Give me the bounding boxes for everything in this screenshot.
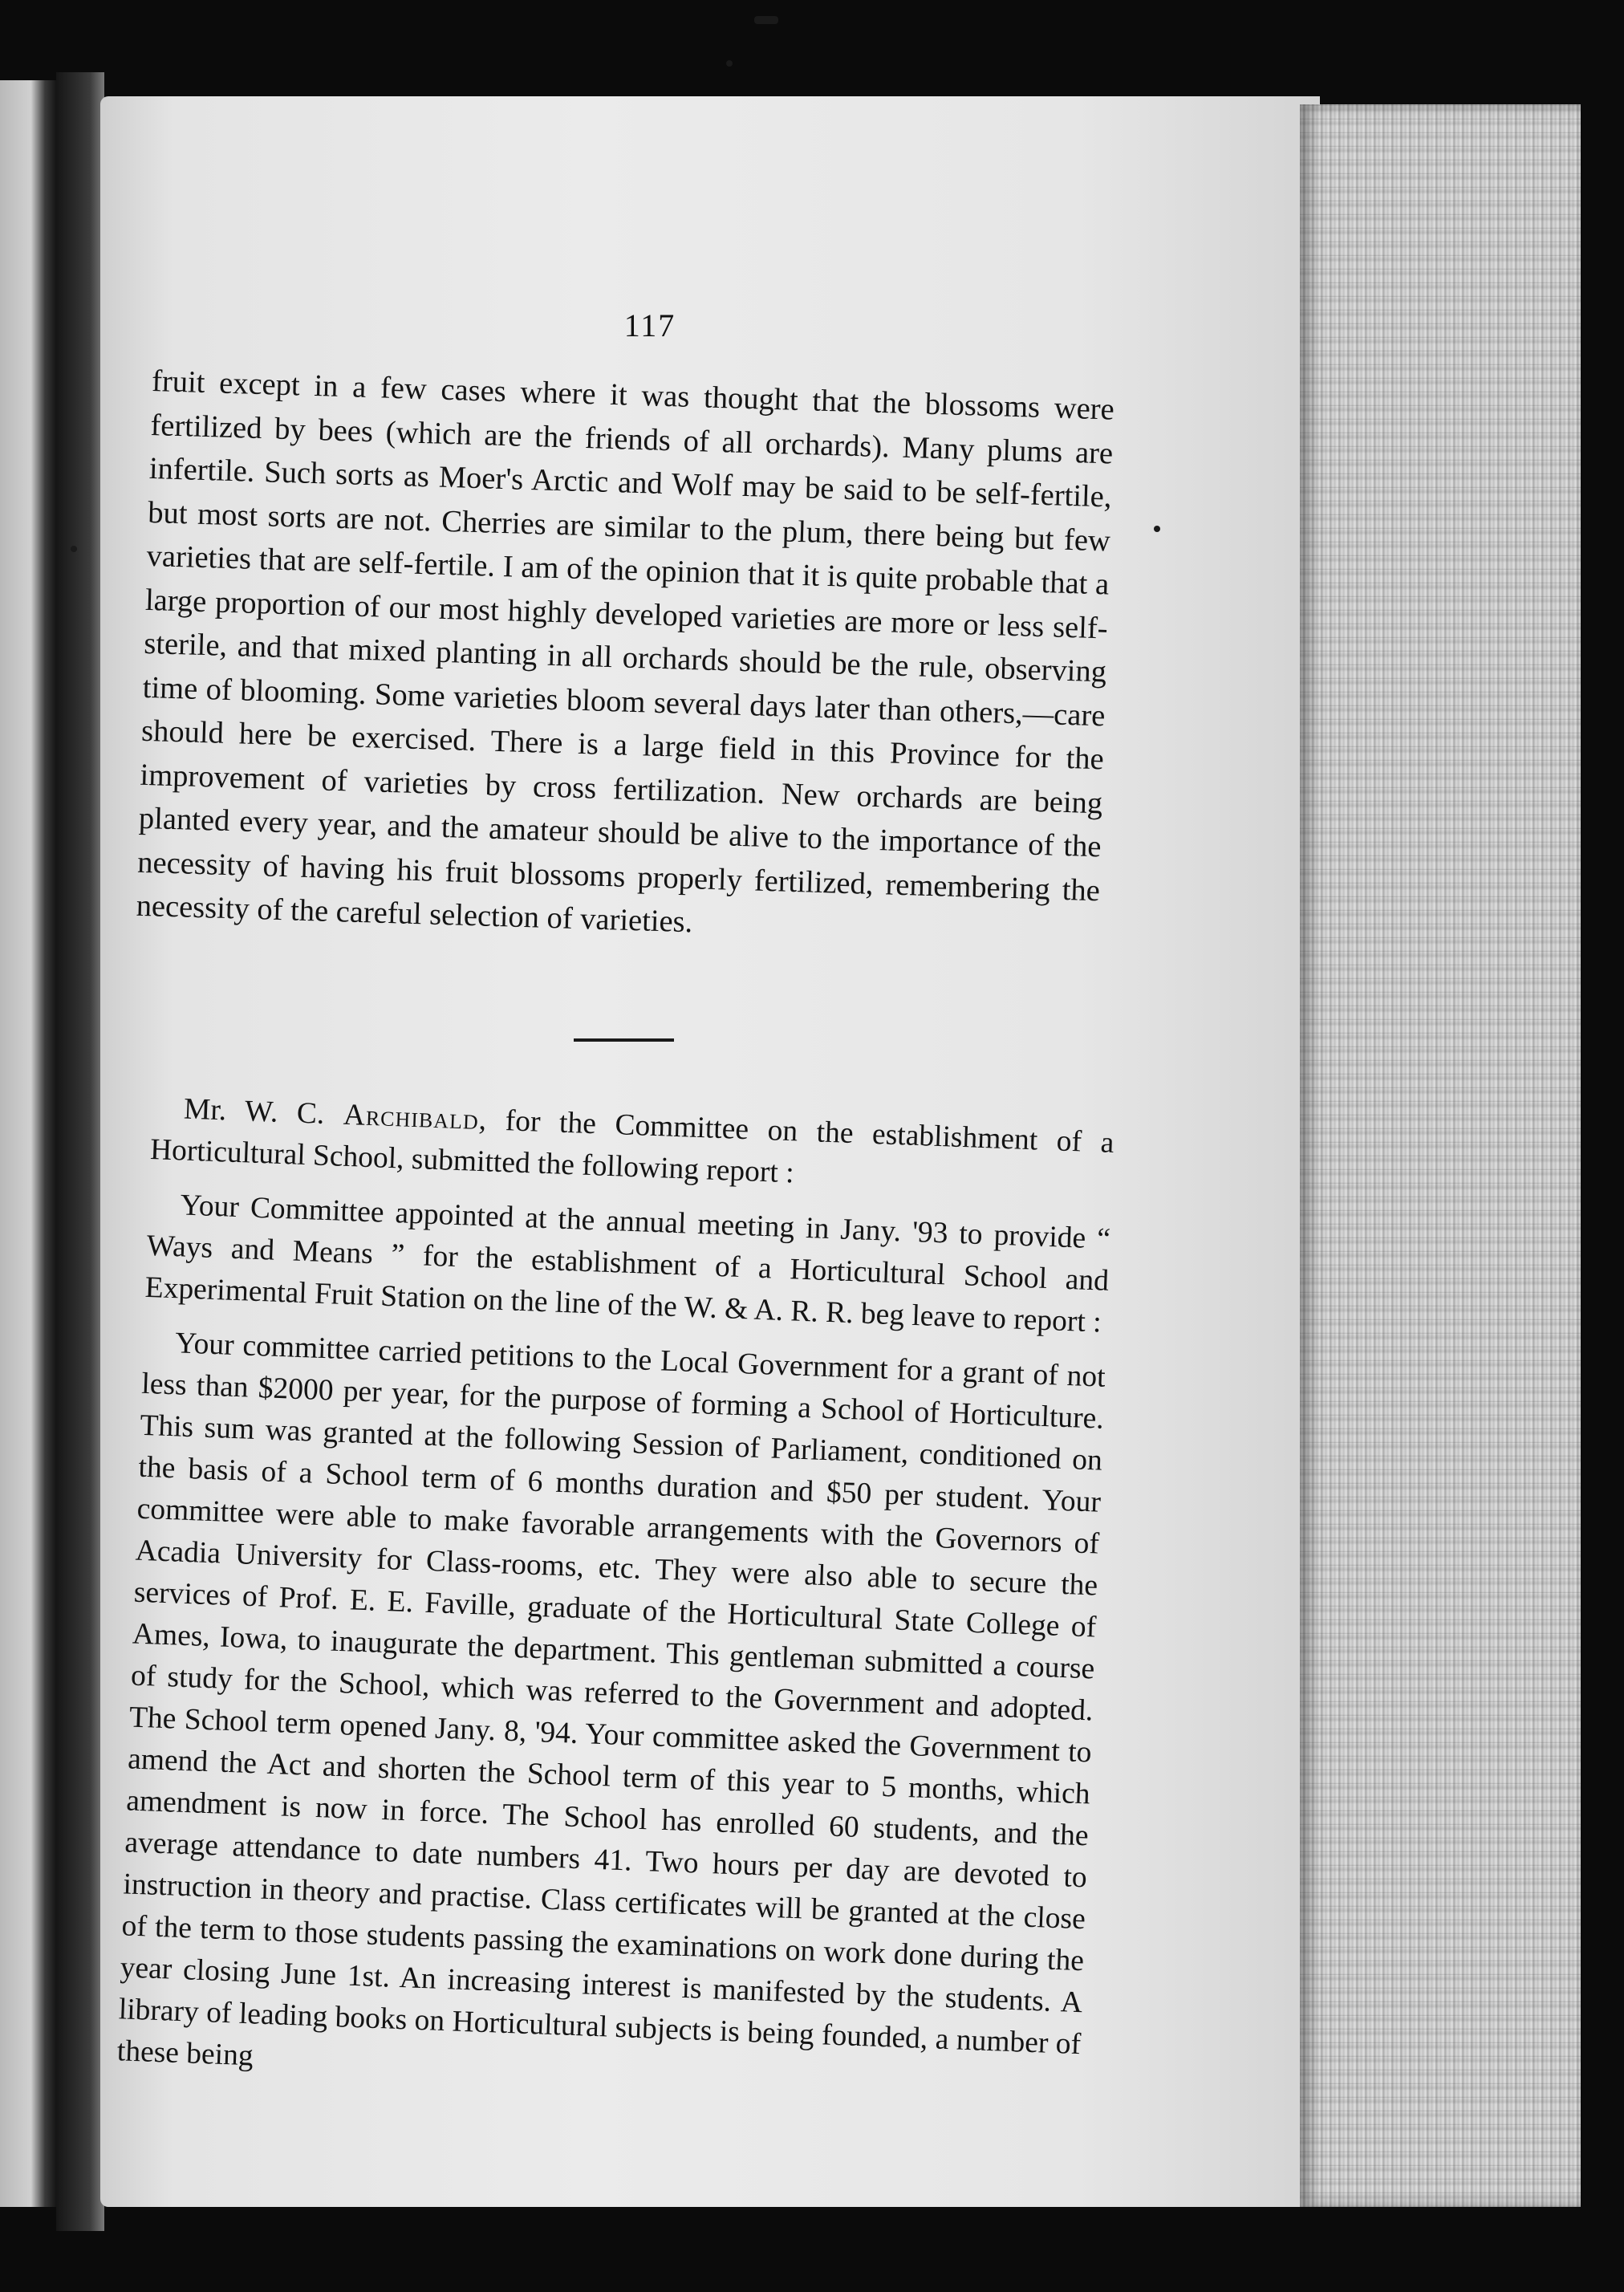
page-stack-edge: [1300, 104, 1581, 2207]
film-speck: [754, 16, 778, 24]
continued-paragraph: [136, 360, 1114, 957]
page-number: 117: [623, 307, 676, 343]
speaker-name: Archibald: [343, 1098, 480, 1136]
committee-report: [116, 1087, 1114, 2120]
intro-rest: , for the Committee on the establishment of a Horticultural School, submitted the following report :: [149, 1103, 1115, 1190]
film-speck: [1154, 526, 1160, 532]
report-paragraph-2: Your committee carried petitions to the Local Government for a grant of not less than $2000 per year, for the purpose of forming a School of Horticulture. This sum was granted at the following Session of Parliament, conditioned on the basis of a School term of 6 months duration and $50 per student. Your committee were able to make favorable arrangements with the Governors of Acadia University for Class-rooms, etc. They were also able to secure the services of Prof. E. E. Faville, graduate of the Horticultural State College of Ames, Iowa, to inaugurate the department. This gentleman submitted a course of study for the School, which was referred to the Government and adopted. The School term opened Jany. 8, '94. Your committee asked the Government to amend the Act and shorten the School term of this year to 5 months, which amendment is now in force. The School has enrolled 60 students, and the average attendance to date numbers 41. Two hours per day are devoted to instruction in theory and practise. Class certificates will be granted at the close of the term to those students passing the examinations on work done during the year closing June 1st. An increasing interest is manifested by the students. A library of leading books on Horticultural subjects is being founded, a number of these being: [116, 1327, 1106, 2073]
book-binding: [56, 72, 104, 2231]
adjacent-page-edge: [0, 80, 56, 2207]
film-speck: [71, 546, 77, 552]
speaker-prefix: Mr. W. C.: [183, 1092, 326, 1131]
report-paragraph-1: Your Committee appointed at the annual meeting in Jany. '93 to provide “ Ways and Means ” for the establishment of a Horticultural School and Experimental Fruit Station on the line of the W. & A. R. R. beg leave to report :: [144, 1189, 1111, 1339]
film-speck: [726, 60, 733, 67]
paragraph-text: fruit except in a few cases where it was thought that the blossoms were fertilized by bees (which are the friends of all orchards). Many plums are infertile. Such sorts as Moer's Arctic and Wolf may be said to be self-fertile, but most sorts are not. Cherries are similar to the plum, there being but few varieties that are self-fertile. I am of the opinion that it is quite probable that a large proportion of our most highly developed varieties are more or less self-sterile, and that mixed planting in all orchards should be the rule, observing time of blooming. Some varieties bloom several days later than others,—care should here be exercised. There is a large field in this Province for the improvement of varieties by cross fertilization. New orchards are being planted every year, and the amateur should be alive to the importance of the necessity of having his fruit blossoms properly fertilized, remembering the necessity of the careful selection of varieties.: [136, 364, 1115, 940]
section-divider: [574, 1038, 674, 1042]
